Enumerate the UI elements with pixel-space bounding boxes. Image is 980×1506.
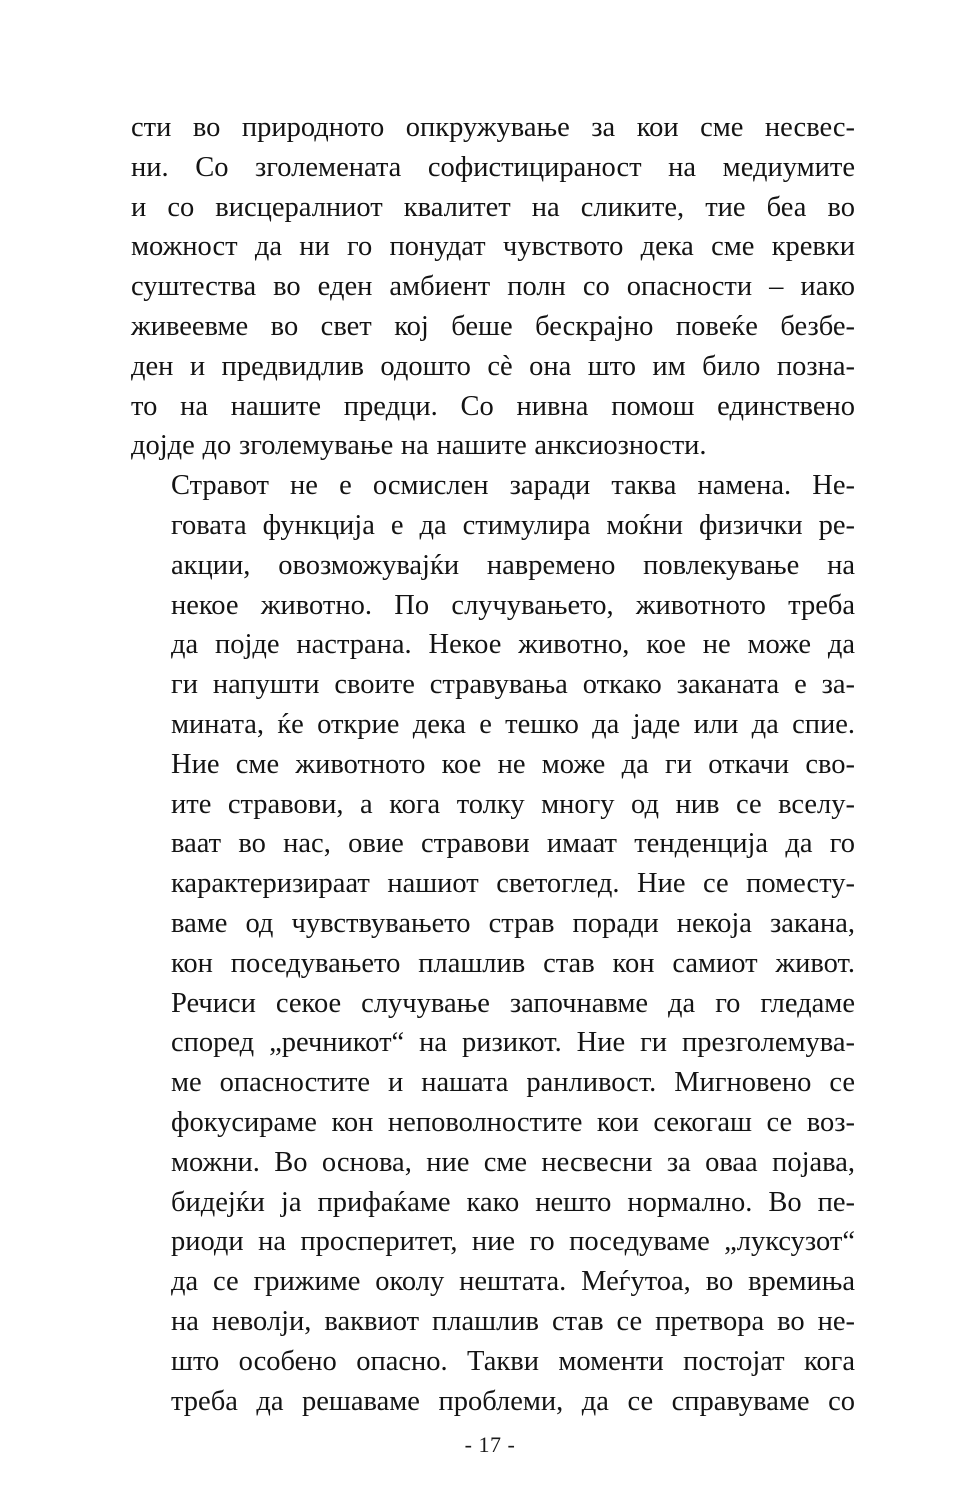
text-line: некое животно. По случувањето, животното треба [171, 589, 855, 621]
text-line: риоди на просперитет, ние го поседуваме „луксузот“ [171, 1226, 855, 1258]
text-line: ни. Со зголемената софистицираност на медиумите [131, 151, 855, 183]
text-line: карактеризираат нашиот светоглед. Ние се поместу- [171, 868, 855, 900]
text-line: Речиси секое случување започнавме да го гледаме [171, 987, 855, 1019]
text-line: ваат во нас, овие стравови имаат тенденција да го [171, 828, 855, 860]
text-line: можност да ни го понудат чувството дека сме кревки [131, 231, 855, 263]
text-line: дојде до зголемување на нашите анксиозности. [131, 430, 707, 462]
text-line: бидејќи ја прифаќаме како нешто нормално. Во пе- [171, 1186, 855, 1218]
text-line: ги напушти своите стравувања откако заканата е за- [171, 669, 855, 701]
text-line: ме опасностите и нашата ранливост. Мигновено се [171, 1067, 855, 1099]
text-line: кон поседувањето плашлив став кон самиот живот. [171, 947, 855, 979]
text-line: според „речникот“ на ризикот. Ние ги презголемува- [171, 1027, 855, 1059]
text-line: мината, ќе открие дека е тешко да јаде или да спие. [171, 708, 855, 740]
text-line: треба да решаваме проблеми, да се справуваме со [171, 1385, 855, 1417]
text-line: ваме од чувствувањето страв поради некоја закана, [171, 907, 855, 939]
text-line: ден и предвидлив одошто сѐ она што им било позна- [131, 350, 855, 382]
text-line: да појде настрана. Некое животно, кое не може да [171, 629, 855, 661]
text-line: суштества во еден амбиент полн со опасности – иако [131, 271, 855, 303]
text-line: и со висцералниот квалитет на сликите, тие беа во [131, 191, 855, 223]
text-line: можни. Во основа, ние сме несвесни за оваа појава, [171, 1146, 855, 1178]
paragraph-1 [131, 108, 855, 466]
text-line: живеевме во свет кој беше бескрајно повеќе безбе- [131, 310, 855, 342]
text-line: говата функција е да стимулира моќни физички ре- [171, 509, 855, 541]
text-line: Ние сме животното кое не може да ги откачи сво- [171, 748, 855, 780]
text-line: фокусираме кон неповолностите кои секогаш се воз- [171, 1106, 855, 1138]
text-line: то на нашите предци. Со нивна помош единствено [131, 390, 855, 422]
text-line: на неволји, ваквиот плашлив став се претвора во не- [171, 1305, 855, 1337]
page-text-block [131, 108, 855, 1421]
text-line: акции, овозможувајќи навремено повлекување на [171, 549, 855, 581]
text-line: да се грижиме околу нештата. Меѓутоа, во времиња [171, 1266, 855, 1298]
text-line: што особено опасно. Такви моменти постојат кога [171, 1345, 855, 1377]
text-line: сти во природното опкружување за кои сме несвес- [131, 112, 855, 143]
paragraph-2 [131, 466, 855, 1421]
text-line: Стравот не е осмислен заради таква намена. Не- [171, 470, 855, 502]
page-number: - 17 - [464, 1432, 516, 1457]
text-line: ите стравови, а кога толку многу од нив се вселу- [171, 788, 855, 820]
